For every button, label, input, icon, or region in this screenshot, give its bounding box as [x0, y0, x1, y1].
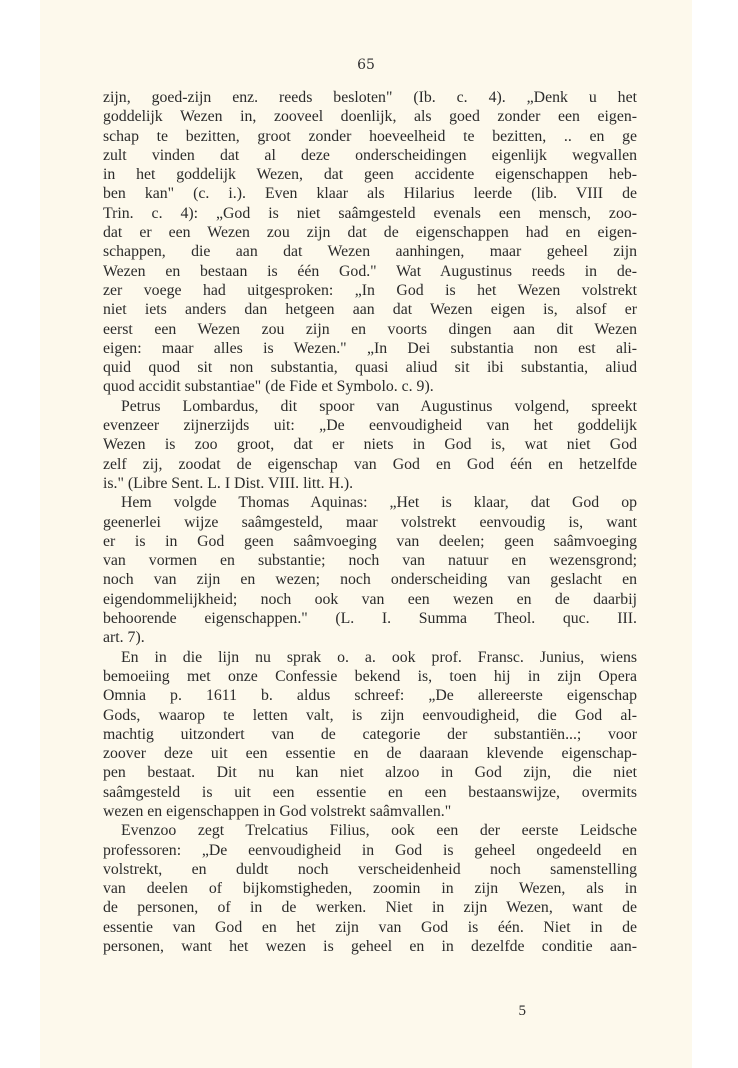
text-line: machtig uitzondert van de categorie der substantiën...; voor: [103, 725, 637, 743]
text-line: de personen, of in de werken. Niet in zijn Wezen, want de: [103, 899, 637, 917]
text-line: Petrus Lombardus, dit spoor van Augustinus volgend, spreekt: [121, 397, 637, 415]
text-line: eigen: maar alles is Wezen." „In Dei substantia non est ali-: [103, 339, 637, 357]
text-line: goddelijk Wezen in, zooveel doenlijk, als goed zonder een eigen-: [103, 108, 637, 126]
text-line: is." (Libre Sent. L. I Dist. VIII. litt. H.).: [103, 474, 354, 492]
text-line: noch van zijn en wezen; noch onderscheiding van geslacht en: [103, 571, 637, 589]
text-line: Trin. c. 4): „God is niet saâmgesteld evenals een mensch, zoo-: [103, 204, 637, 222]
book-page: [40, 0, 692, 1068]
text-line: pen bestaat. Dit nu kan niet alzoo in God zijn, die niet: [103, 764, 637, 782]
text-line: geenerlei wijze saâmgesteld, maar volstrekt eenvoudig is, want: [103, 513, 637, 531]
text-line: van deelen of bijkomstigheden, zoomin in zijn Wezen, als in: [103, 880, 637, 898]
text-line: van vormen en substantie; noch van natuur en wezensgrond;: [103, 552, 637, 570]
text-line: niet iets anders dan hetgeen aan dat Wezen eigen is, alsof er: [103, 301, 637, 319]
text-line: eigendommelijkheid; noch ook van een wezen en de daarbij: [103, 590, 637, 608]
text-line: evenzeer zijnerzijds uit: „De eenvoudigheid van het goddelijk: [103, 417, 637, 435]
text-line: eerst een Wezen zou zijn en voorts dingen aan dit Wezen: [103, 320, 637, 338]
text-line: Hem volgde Thomas Aquinas: „Het is klaar, dat God op: [121, 494, 637, 512]
text-line: professoren: „De eenvoudigheid in God is geheel ongedeeld en: [103, 841, 637, 859]
text-line: Omnia p. 1611 b. aldus schreef: „De allereerste eigenschap: [103, 687, 637, 705]
text-line: quid quod sit non substantia, quasi aliud sit ibi substantia, aliud: [103, 359, 637, 377]
signature-mark: 5: [518, 1003, 526, 1019]
text-line: Gods, waarop te letten valt, is zijn eenvoudigheid, die God al-: [103, 706, 637, 724]
text-line: behoorende eigenschappen." (L. I. Summa Theol. quc. III.: [103, 610, 637, 628]
text-line: zijn, goed-zijn enz. reeds besloten" (Ib. c. 4). „Denk u het: [103, 89, 637, 106]
text-line: in het goddelijk Wezen, dat geen accidente eigenschappen heb-: [103, 166, 637, 184]
text-line: zult vinden dat al deze onderscheidingen eigenlijk wegvallen: [103, 146, 637, 164]
text-line: schappen, die aan dat Wezen aanhingen, maar geheel zijn: [103, 243, 637, 261]
text-line: wezen en eigenschappen in God volstrekt saâmvallen.": [103, 802, 452, 820]
text-line: Evenzoo zegt Trelcatius Filius, ook een der eerste Leidsche: [121, 822, 637, 840]
text-line: zer voege had uitgesproken: „In God is het Wezen volstrekt: [103, 281, 637, 299]
text-line: volstrekt, en duldt noch verscheidenheid noch samenstelling: [103, 860, 637, 878]
text-line: schap te bezitten, groot zonder hoeveelheid te bezitten, .. en ge: [103, 127, 637, 145]
text-line: art. 7).: [103, 629, 145, 647]
page-number: 65: [357, 57, 375, 73]
text-line: quod accidit substantiae" (de Fide et Symbolo. c. 9).: [103, 378, 434, 396]
text-line: zelf zij, zoodat de eigenschap van God en God één en hetzelfde: [103, 455, 637, 473]
text-line: bemoeiing met onze Confessie bekend is, toen hij in zijn Opera: [103, 667, 637, 685]
text-line: er is in God geen saâmvoeging van deelen; geen saâmvoeging: [103, 532, 637, 550]
text-line: personen, want het wezen is geheel en in dezelfde conditie aan-: [103, 938, 637, 956]
text-line: En in die lijn nu sprak o. a. ook prof. Fransc. Junius, wiens: [121, 648, 637, 666]
text-line: essentie van God en het zijn van God is één. Niet in de: [103, 918, 637, 936]
body-text: [103, 88, 637, 956]
text-line: ben kan" (c. i.). Even klaar als Hilarius leerde (lib. VIII de: [103, 185, 637, 203]
text-line: Wezen is zoo groot, dat er niets in God is, wat niet God: [103, 436, 637, 454]
text-line: Wezen en bestaan is één God." Wat Augustinus reeds in de-: [103, 262, 637, 280]
text-line: dat er een Wezen zou zijn dat de eigenschappen had en eigen-: [103, 224, 637, 242]
text-line: saâmgesteld is uit een essentie en een bestaanswijze, overmits: [103, 783, 637, 801]
text-line: zoover deze uit een essentie en de daaraan klevende eigenschap-: [103, 745, 637, 763]
